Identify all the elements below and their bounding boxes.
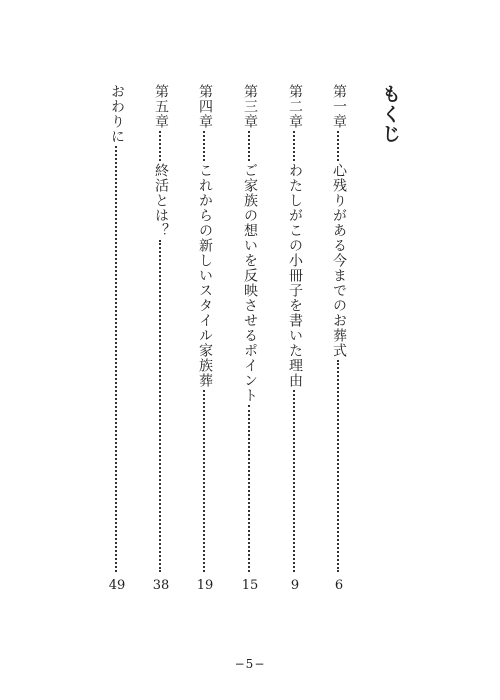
dot-leader	[337, 131, 341, 161]
page-number: −5−	[234, 657, 266, 671]
dot-leader	[203, 390, 207, 572]
chapter-number: 第三章	[242, 84, 258, 129]
toc-entry-chapter-4	[194, 84, 216, 594]
toc-entry-chapter-2	[284, 84, 306, 594]
page-ref: 15	[241, 578, 259, 593]
dot-leader	[115, 146, 119, 572]
chapter-number: 第五章	[153, 84, 169, 129]
chapter-title: ご家族の想いを反映させるポイント	[242, 163, 258, 403]
dot-leader	[159, 131, 163, 161]
chapter-number: 第四章	[197, 84, 213, 129]
dot-leader	[293, 390, 297, 572]
dot-leader	[159, 240, 163, 572]
page-ref: 49	[108, 578, 126, 593]
page-ref: 9	[290, 578, 300, 593]
page-ref: 38	[152, 578, 170, 593]
dot-leader	[293, 131, 297, 161]
toc-entry-afterword	[106, 84, 128, 594]
chapter-title: わたしがこの小冊子を書いた理由	[287, 163, 303, 388]
chapter-title: これからの新しいスタイル家族葬	[197, 163, 213, 388]
dot-leader	[248, 405, 252, 572]
page-ref: 6	[334, 578, 344, 593]
chapter-title: 終活とは？	[153, 163, 169, 238]
dot-leader	[203, 131, 207, 161]
chapter-number: 第二章	[287, 84, 303, 129]
chapter-title: 心残りがある今までのお葬式	[331, 163, 347, 358]
page-ref: 19	[196, 578, 214, 593]
toc-entry-chapter-1	[328, 84, 350, 594]
toc-entry-chapter-3	[239, 84, 261, 594]
toc-entry-chapter-5	[150, 84, 172, 594]
toc-heading: もくじ	[379, 84, 401, 144]
chapter-number: 第一章	[331, 84, 347, 129]
dot-leader	[248, 131, 252, 161]
dot-leader	[337, 360, 341, 572]
afterword-title: おわりに	[109, 84, 125, 144]
